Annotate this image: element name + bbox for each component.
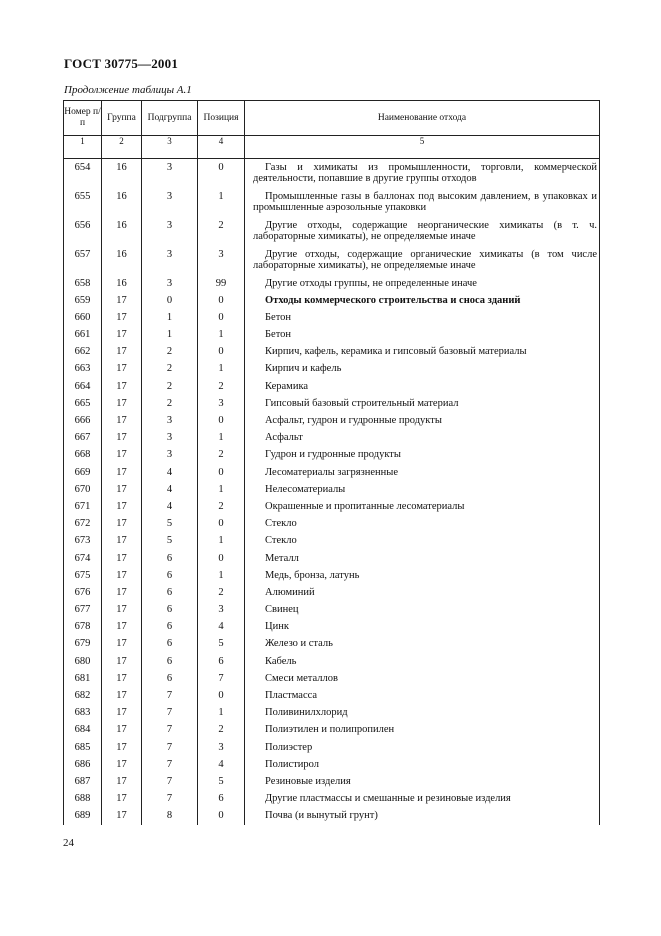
row-number: 689 <box>64 807 102 824</box>
table-row <box>64 635 600 652</box>
row-subgroup: 6 <box>142 653 198 670</box>
table-header-row <box>64 101 600 136</box>
row-group: 17 <box>102 670 142 687</box>
row-group: 17 <box>102 807 142 824</box>
row-waste-name: Лесоматериалы загрязненные <box>245 464 600 481</box>
table-row <box>64 446 600 463</box>
row-subgroup: 3 <box>142 429 198 446</box>
row-waste-name: Кабель <box>245 653 600 670</box>
row-subgroup: 4 <box>142 498 198 515</box>
column-number: 2 <box>102 136 142 159</box>
table-row <box>64 704 600 721</box>
table-row <box>64 515 600 532</box>
page-number: 24 <box>63 837 74 849</box>
column-number: 3 <box>142 136 198 159</box>
table-row <box>64 343 600 360</box>
row-position: 2 <box>198 721 245 738</box>
row-position: 0 <box>198 309 245 326</box>
table-body <box>64 159 600 825</box>
row-number: 667 <box>64 429 102 446</box>
row-number: 688 <box>64 790 102 807</box>
table-row <box>64 159 600 188</box>
row-waste-name: Газы и химикаты из промышленности, торговли, коммерческой деятельности, попавшие в другие группы отходов <box>245 159 600 188</box>
row-subgroup: 6 <box>142 550 198 567</box>
row-number: 674 <box>64 550 102 567</box>
row-waste-name: Другие отходы, содержащие органические химикаты (в том числе лабораторные химикаты), не определяемые иначе <box>245 246 600 275</box>
row-group: 17 <box>102 515 142 532</box>
row-subgroup: 3 <box>142 217 198 246</box>
table-row <box>64 773 600 790</box>
header-waste-name: Наименование отхода <box>245 101 600 136</box>
row-position: 0 <box>198 464 245 481</box>
row-group: 16 <box>102 246 142 275</box>
table-row <box>64 188 600 217</box>
row-subgroup: 6 <box>142 584 198 601</box>
table-row <box>64 360 600 377</box>
table-row <box>64 601 600 618</box>
row-waste-name: Другие пластмассы и смешанные и резиновые изделия <box>245 790 600 807</box>
table-row <box>64 739 600 756</box>
row-waste-name: Другие отходы группы, не определенные иначе <box>245 275 600 292</box>
row-group: 17 <box>102 343 142 360</box>
row-number: 683 <box>64 704 102 721</box>
row-position: 1 <box>198 567 245 584</box>
table-row <box>64 756 600 773</box>
table-row <box>64 429 600 446</box>
table-row <box>64 567 600 584</box>
row-group: 17 <box>102 481 142 498</box>
row-group: 17 <box>102 601 142 618</box>
row-group: 17 <box>102 739 142 756</box>
row-subgroup: 6 <box>142 567 198 584</box>
row-group: 17 <box>102 446 142 463</box>
row-waste-name: Цинк <box>245 618 600 635</box>
row-position: 1 <box>198 188 245 217</box>
row-waste-name: Поливинилхлорид <box>245 704 600 721</box>
row-group: 17 <box>102 309 142 326</box>
row-number: 654 <box>64 159 102 188</box>
row-waste-name: Смеси металлов <box>245 670 600 687</box>
row-subgroup: 7 <box>142 704 198 721</box>
row-number: 660 <box>64 309 102 326</box>
row-number: 666 <box>64 412 102 429</box>
row-position: 99 <box>198 275 245 292</box>
row-position: 6 <box>198 790 245 807</box>
row-waste-name: Резиновые изделия <box>245 773 600 790</box>
row-number: 687 <box>64 773 102 790</box>
table-row <box>64 584 600 601</box>
row-number: 676 <box>64 584 102 601</box>
row-position: 0 <box>198 292 245 309</box>
row-group: 17 <box>102 464 142 481</box>
row-position: 5 <box>198 773 245 790</box>
row-number: 679 <box>64 635 102 652</box>
row-waste-name: Другие отходы, содержащие неорганические химикаты (в т. ч. лабораторные химикаты), не определяемые иначе <box>245 217 600 246</box>
row-group: 17 <box>102 635 142 652</box>
row-subgroup: 3 <box>142 159 198 188</box>
row-position: 0 <box>198 687 245 704</box>
row-subgroup: 7 <box>142 721 198 738</box>
row-subgroup: 5 <box>142 532 198 549</box>
table-caption: Продолжение таблицы А.1 <box>64 84 192 96</box>
row-waste-name: Кирпич и кафель <box>245 360 600 377</box>
row-group: 17 <box>102 618 142 635</box>
row-position: 1 <box>198 429 245 446</box>
header-group: Группа <box>102 101 142 136</box>
row-number: 677 <box>64 601 102 618</box>
row-group: 17 <box>102 532 142 549</box>
row-subgroup: 7 <box>142 756 198 773</box>
row-position: 0 <box>198 159 245 188</box>
row-number: 664 <box>64 378 102 395</box>
row-group: 17 <box>102 326 142 343</box>
row-group: 17 <box>102 704 142 721</box>
row-waste-name: Почва (и вынутый грунт) <box>245 807 600 824</box>
row-position: 0 <box>198 343 245 360</box>
row-waste-name: Алюминий <box>245 584 600 601</box>
row-number: 685 <box>64 739 102 756</box>
column-number-row <box>64 136 600 159</box>
row-waste-name: Стекло <box>245 515 600 532</box>
row-subgroup: 2 <box>142 395 198 412</box>
row-position: 0 <box>198 807 245 824</box>
header-number: Номер п/п <box>64 101 102 136</box>
row-group: 17 <box>102 790 142 807</box>
table-row <box>64 532 600 549</box>
table-row <box>64 464 600 481</box>
table-row <box>64 326 600 343</box>
row-position: 2 <box>198 378 245 395</box>
row-number: 662 <box>64 343 102 360</box>
row-group: 17 <box>102 550 142 567</box>
row-position: 3 <box>198 739 245 756</box>
row-group: 17 <box>102 567 142 584</box>
table-row <box>64 412 600 429</box>
row-position: 2 <box>198 217 245 246</box>
row-group: 17 <box>102 498 142 515</box>
table-row <box>64 309 600 326</box>
table-row <box>64 378 600 395</box>
row-group: 17 <box>102 584 142 601</box>
row-waste-name: Металл <box>245 550 600 567</box>
row-group: 17 <box>102 395 142 412</box>
row-group: 17 <box>102 687 142 704</box>
row-number: 680 <box>64 653 102 670</box>
row-subgroup: 8 <box>142 807 198 824</box>
table-row <box>64 653 600 670</box>
table-row <box>64 498 600 515</box>
row-position: 2 <box>198 584 245 601</box>
row-subgroup: 2 <box>142 360 198 377</box>
table-row <box>64 687 600 704</box>
row-group: 16 <box>102 217 142 246</box>
row-group: 16 <box>102 275 142 292</box>
row-number: 668 <box>64 446 102 463</box>
row-number: 681 <box>64 670 102 687</box>
header-subgroup: Подгруппа <box>142 101 198 136</box>
row-waste-name: Медь, бронза, латунь <box>245 567 600 584</box>
row-number: 678 <box>64 618 102 635</box>
row-number: 659 <box>64 292 102 309</box>
table-row <box>64 481 600 498</box>
row-waste-name: Стекло <box>245 532 600 549</box>
row-group: 17 <box>102 721 142 738</box>
row-position: 2 <box>198 446 245 463</box>
row-subgroup: 7 <box>142 773 198 790</box>
waste-table <box>63 100 600 825</box>
row-number: 670 <box>64 481 102 498</box>
row-waste-name: Бетон <box>245 326 600 343</box>
row-waste-name: Бетон <box>245 309 600 326</box>
row-subgroup: 2 <box>142 343 198 360</box>
table-row <box>64 246 600 275</box>
row-group: 16 <box>102 159 142 188</box>
table-row <box>64 790 600 807</box>
row-number: 665 <box>64 395 102 412</box>
table-row <box>64 618 600 635</box>
row-position: 1 <box>198 360 245 377</box>
row-waste-name: Керамика <box>245 378 600 395</box>
row-number: 671 <box>64 498 102 515</box>
row-waste-name: Полистирол <box>245 756 600 773</box>
row-position: 0 <box>198 412 245 429</box>
row-number: 655 <box>64 188 102 217</box>
row-position: 5 <box>198 635 245 652</box>
row-subgroup: 3 <box>142 275 198 292</box>
row-subgroup: 1 <box>142 326 198 343</box>
row-subgroup: 6 <box>142 601 198 618</box>
table-row <box>64 721 600 738</box>
row-waste-name: Отходы коммерческого строительства и сноса зданий <box>245 292 600 309</box>
row-position: 4 <box>198 756 245 773</box>
row-position: 0 <box>198 515 245 532</box>
row-group: 17 <box>102 756 142 773</box>
row-number: 658 <box>64 275 102 292</box>
row-number: 661 <box>64 326 102 343</box>
row-group: 17 <box>102 292 142 309</box>
row-group: 17 <box>102 429 142 446</box>
row-waste-name: Железо и сталь <box>245 635 600 652</box>
row-number: 669 <box>64 464 102 481</box>
row-waste-name: Асфальт <box>245 429 600 446</box>
row-number: 673 <box>64 532 102 549</box>
table-row <box>64 807 600 824</box>
row-subgroup: 3 <box>142 412 198 429</box>
row-subgroup: 1 <box>142 309 198 326</box>
row-group: 16 <box>102 188 142 217</box>
row-number: 663 <box>64 360 102 377</box>
row-group: 17 <box>102 653 142 670</box>
row-subgroup: 6 <box>142 618 198 635</box>
table-row <box>64 550 600 567</box>
row-subgroup: 7 <box>142 790 198 807</box>
row-number: 672 <box>64 515 102 532</box>
row-subgroup: 3 <box>142 246 198 275</box>
row-subgroup: 2 <box>142 378 198 395</box>
row-number: 682 <box>64 687 102 704</box>
row-waste-name: Пластмасса <box>245 687 600 704</box>
row-waste-name: Нелесоматериалы <box>245 481 600 498</box>
row-waste-name: Асфальт, гудрон и гудронные продукты <box>245 412 600 429</box>
row-waste-name: Кирпич, кафель, керамика и гипсовый базовый материалы <box>245 343 600 360</box>
table-row <box>64 275 600 292</box>
row-waste-name: Свинец <box>245 601 600 618</box>
header-position: Позиция <box>198 101 245 136</box>
row-waste-name: Окрашенные и пропитанные лесоматериалы <box>245 498 600 515</box>
row-waste-name: Промышленные газы в баллонах под высоким давлением, в упаковках и промышленные аэрозольные упаковки <box>245 188 600 217</box>
row-subgroup: 3 <box>142 188 198 217</box>
row-group: 17 <box>102 360 142 377</box>
row-position: 1 <box>198 704 245 721</box>
row-position: 1 <box>198 326 245 343</box>
row-number: 657 <box>64 246 102 275</box>
row-group: 17 <box>102 412 142 429</box>
row-subgroup: 4 <box>142 464 198 481</box>
table-row <box>64 292 600 309</box>
row-position: 7 <box>198 670 245 687</box>
row-group: 17 <box>102 378 142 395</box>
row-number: 656 <box>64 217 102 246</box>
row-position: 1 <box>198 481 245 498</box>
row-position: 6 <box>198 653 245 670</box>
row-number: 686 <box>64 756 102 773</box>
table-row <box>64 395 600 412</box>
table-row <box>64 217 600 246</box>
row-position: 3 <box>198 395 245 412</box>
row-subgroup: 7 <box>142 739 198 756</box>
row-subgroup: 6 <box>142 635 198 652</box>
row-number: 675 <box>64 567 102 584</box>
row-position: 4 <box>198 618 245 635</box>
row-waste-name: Гудрон и гудронные продукты <box>245 446 600 463</box>
row-number: 684 <box>64 721 102 738</box>
row-subgroup: 4 <box>142 481 198 498</box>
row-waste-name: Полиэтилен и полипропилен <box>245 721 600 738</box>
row-position: 0 <box>198 550 245 567</box>
row-waste-name: Гипсовый базовый строительный материал <box>245 395 600 412</box>
row-waste-name: Полиэстер <box>245 739 600 756</box>
table-row <box>64 670 600 687</box>
row-group: 17 <box>102 773 142 790</box>
row-position: 2 <box>198 498 245 515</box>
column-number: 1 <box>64 136 102 159</box>
column-number: 5 <box>245 136 600 159</box>
row-subgroup: 5 <box>142 515 198 532</box>
row-position: 1 <box>198 532 245 549</box>
row-subgroup: 3 <box>142 446 198 463</box>
document-title: ГОСТ 30775—2001 <box>64 56 179 71</box>
column-number: 4 <box>198 136 245 159</box>
row-subgroup: 0 <box>142 292 198 309</box>
row-subgroup: 6 <box>142 670 198 687</box>
row-position: 3 <box>198 246 245 275</box>
row-subgroup: 7 <box>142 687 198 704</box>
row-position: 3 <box>198 601 245 618</box>
